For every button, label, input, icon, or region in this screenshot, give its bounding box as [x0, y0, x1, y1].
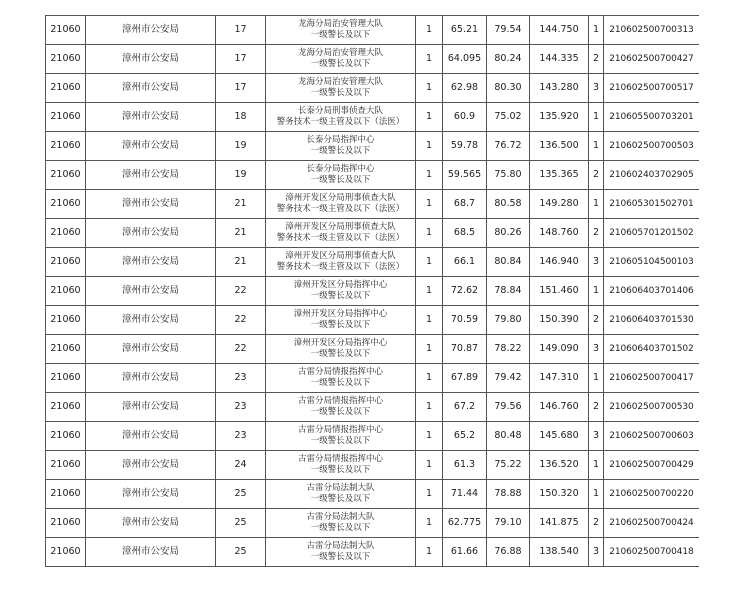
ticket-number-cell: 210606403701406 — [604, 277, 700, 306]
position-dept-text: 漳州开发区分局刑事侦查大队 — [285, 221, 396, 232]
written-score-cell: 64.095 — [443, 45, 487, 74]
position-rank-text: 一级警长及以下 — [310, 407, 371, 417]
unit-code-cell: 21060 — [46, 16, 86, 45]
employer-cell: 漳州市公安局 — [86, 219, 216, 248]
employer-cell: 漳州市公安局 — [86, 335, 216, 364]
employer-cell: 漳州市公安局 — [86, 190, 216, 219]
ticket-number-cell: 210602500700517 — [604, 74, 700, 103]
total-score-cell: 135.365 — [530, 161, 589, 190]
total-score-cell: 151.460 — [530, 277, 589, 306]
written-score-cell: 66.1 — [443, 248, 487, 277]
plan-count-cell: 1 — [416, 422, 443, 451]
ticket-number-cell: 210605301502701 — [604, 190, 700, 219]
rank-cell: 3 — [589, 538, 604, 567]
unit-code-cell: 21060 — [46, 219, 86, 248]
position-seq-cell: 25 — [216, 538, 266, 567]
written-score-cell: 62.775 — [443, 509, 487, 538]
employer-cell: 漳州市公安局 — [86, 538, 216, 567]
interview-score-cell: 75.02 — [487, 103, 530, 132]
plan-count-cell: 1 — [416, 509, 443, 538]
position-seq-cell: 23 — [216, 364, 266, 393]
interview-score-cell: 80.26 — [487, 219, 530, 248]
position-dept-text: 长泰分局刑事侦查大队 — [297, 105, 383, 116]
table-row — [46, 16, 700, 45]
employer-cell: 漳州市公安局 — [86, 277, 216, 306]
plan-count-cell: 1 — [416, 161, 443, 190]
position-rank-text: 一级警长及以下 — [310, 59, 371, 69]
position-seq-cell: 19 — [216, 161, 266, 190]
unit-code-cell: 21060 — [46, 451, 86, 480]
rank-cell: 3 — [589, 74, 604, 103]
table-row — [46, 364, 700, 393]
table-row — [46, 132, 700, 161]
plan-count-cell: 1 — [416, 132, 443, 161]
position-seq-cell: 17 — [216, 16, 266, 45]
rank-cell: 1 — [589, 132, 604, 161]
position-cell — [266, 538, 416, 567]
unit-code-cell: 21060 — [46, 364, 86, 393]
interview-score-cell: 79.54 — [487, 16, 530, 45]
position-cell — [266, 480, 416, 509]
written-score-cell: 59.565 — [443, 161, 487, 190]
rank-cell: 3 — [589, 422, 604, 451]
total-score-cell: 150.320 — [530, 480, 589, 509]
written-score-cell: 68.7 — [443, 190, 487, 219]
interview-score-cell: 76.88 — [487, 538, 530, 567]
written-score-cell: 71.44 — [443, 480, 487, 509]
interview-score-cell: 80.24 — [487, 45, 530, 74]
unit-code-cell: 21060 — [46, 161, 86, 190]
ticket-number-cell: 210602500700530 — [604, 393, 700, 422]
employer-cell: 漳州市公安局 — [86, 364, 216, 393]
employer-cell: 漳州市公安局 — [86, 45, 216, 74]
unit-code-cell: 21060 — [46, 306, 86, 335]
position-seq-cell: 22 — [216, 335, 266, 364]
rank-cell: 1 — [589, 451, 604, 480]
position-dept-text: 龙海分局治安管理大队 — [297, 76, 383, 87]
position-seq-cell: 25 — [216, 509, 266, 538]
ticket-number-cell: 210606403701530 — [604, 306, 700, 335]
position-rank-text: 一级警长及以下 — [310, 291, 371, 301]
table-row — [46, 509, 700, 538]
table-row — [46, 248, 700, 277]
total-score-cell: 147.310 — [530, 364, 589, 393]
rank-cell: 3 — [589, 248, 604, 277]
plan-count-cell: 1 — [416, 74, 443, 103]
total-score-cell: 149.090 — [530, 335, 589, 364]
plan-count-cell: 1 — [416, 190, 443, 219]
total-score-cell: 150.390 — [530, 306, 589, 335]
position-cell — [266, 335, 416, 364]
position-cell — [266, 74, 416, 103]
employer-cell: 漳州市公安局 — [86, 161, 216, 190]
position-cell — [266, 509, 416, 538]
rank-cell: 2 — [589, 509, 604, 538]
plan-count-cell: 1 — [416, 219, 443, 248]
position-seq-cell: 21 — [216, 219, 266, 248]
position-cell — [266, 306, 416, 335]
position-rank-text: 一级警长及以下 — [310, 465, 371, 475]
interview-score-cell: 78.22 — [487, 335, 530, 364]
employer-cell: 漳州市公安局 — [86, 248, 216, 277]
position-dept-text: 古雷分局情报指挥中心 — [297, 366, 383, 377]
rank-cell: 2 — [589, 219, 604, 248]
interview-score-cell: 78.88 — [487, 480, 530, 509]
unit-code-cell: 21060 — [46, 277, 86, 306]
unit-code-cell: 21060 — [46, 509, 86, 538]
plan-count-cell: 1 — [416, 306, 443, 335]
interview-score-cell: 80.30 — [487, 74, 530, 103]
rank-cell: 1 — [589, 103, 604, 132]
plan-count-cell: 1 — [416, 103, 443, 132]
position-seq-cell: 23 — [216, 422, 266, 451]
rank-cell: 1 — [589, 16, 604, 45]
total-score-cell: 143.280 — [530, 74, 589, 103]
position-dept-text: 古雷分局情报指挥中心 — [297, 453, 383, 464]
rank-cell: 2 — [589, 393, 604, 422]
table-row — [46, 538, 700, 567]
position-cell — [266, 132, 416, 161]
unit-code-cell: 21060 — [46, 480, 86, 509]
employer-cell: 漳州市公安局 — [86, 103, 216, 132]
position-dept-text: 龙海分局治安管理大队 — [297, 47, 383, 58]
position-cell — [266, 161, 416, 190]
total-score-cell: 149.280 — [530, 190, 589, 219]
total-score-cell: 144.335 — [530, 45, 589, 74]
table-row — [46, 219, 700, 248]
unit-code-cell: 21060 — [46, 248, 86, 277]
interview-score-cell: 79.10 — [487, 509, 530, 538]
interview-score-cell: 78.84 — [487, 277, 530, 306]
ticket-number-cell: 210605104500103 — [604, 248, 700, 277]
table-row — [46, 306, 700, 335]
table-row — [46, 393, 700, 422]
ticket-number-cell: 210602500700603 — [604, 422, 700, 451]
employer-cell: 漳州市公安局 — [86, 74, 216, 103]
interview-score-cell: 75.80 — [487, 161, 530, 190]
position-rank-text: 一级警长及以下 — [310, 523, 371, 533]
position-seq-cell: 18 — [216, 103, 266, 132]
written-score-cell: 60.9 — [443, 103, 487, 132]
position-seq-cell: 21 — [216, 190, 266, 219]
position-dept-text: 古雷分局法制大队 — [306, 511, 375, 522]
total-score-cell: 138.540 — [530, 538, 589, 567]
position-seq-cell: 25 — [216, 480, 266, 509]
unit-code-cell: 21060 — [46, 422, 86, 451]
position-cell — [266, 248, 416, 277]
results-table — [45, 15, 699, 567]
plan-count-cell: 1 — [416, 364, 443, 393]
written-score-cell: 67.89 — [443, 364, 487, 393]
written-score-cell: 68.5 — [443, 219, 487, 248]
total-score-cell: 146.760 — [530, 393, 589, 422]
interview-score-cell: 75.22 — [487, 451, 530, 480]
employer-cell: 漳州市公安局 — [86, 422, 216, 451]
position-rank-text: 警务技术一级主管及以下（法医） — [276, 233, 405, 243]
interview-score-cell: 79.56 — [487, 393, 530, 422]
table-row — [46, 335, 700, 364]
position-seq-cell: 21 — [216, 248, 266, 277]
position-seq-cell: 22 — [216, 306, 266, 335]
position-cell — [266, 422, 416, 451]
table-row — [46, 161, 700, 190]
position-cell — [266, 393, 416, 422]
rank-cell: 2 — [589, 306, 604, 335]
written-score-cell: 61.3 — [443, 451, 487, 480]
plan-count-cell: 1 — [416, 335, 443, 364]
ticket-number-cell: 210602500700424 — [604, 509, 700, 538]
employer-cell: 漳州市公安局 — [86, 480, 216, 509]
written-score-cell: 65.21 — [443, 16, 487, 45]
total-score-cell: 144.750 — [530, 16, 589, 45]
table-row — [46, 103, 700, 132]
unit-code-cell: 21060 — [46, 103, 86, 132]
position-seq-cell: 24 — [216, 451, 266, 480]
total-score-cell: 146.940 — [530, 248, 589, 277]
position-rank-text: 警务技术一级主管及以下（法医） — [276, 117, 405, 127]
plan-count-cell: 1 — [416, 16, 443, 45]
ticket-number-cell: 210605701201502 — [604, 219, 700, 248]
position-dept-text: 古雷分局法制大队 — [306, 482, 375, 493]
total-score-cell: 136.520 — [530, 451, 589, 480]
unit-code-cell: 21060 — [46, 45, 86, 74]
position-rank-text: 一级警长及以下 — [310, 175, 371, 185]
ticket-number-cell: 210602500700427 — [604, 45, 700, 74]
position-rank-text: 一级警长及以下 — [310, 494, 371, 504]
employer-cell: 漳州市公安局 — [86, 451, 216, 480]
rank-cell: 2 — [589, 45, 604, 74]
plan-count-cell: 1 — [416, 538, 443, 567]
position-rank-text: 一级警长及以下 — [310, 552, 371, 562]
position-rank-text: 一级警长及以下 — [310, 88, 371, 98]
plan-count-cell: 1 — [416, 451, 443, 480]
unit-code-cell: 21060 — [46, 393, 86, 422]
interview-score-cell: 79.80 — [487, 306, 530, 335]
written-score-cell: 59.78 — [443, 132, 487, 161]
unit-code-cell: 21060 — [46, 74, 86, 103]
position-cell — [266, 219, 416, 248]
interview-score-cell: 80.48 — [487, 422, 530, 451]
written-score-cell: 62.98 — [443, 74, 487, 103]
ticket-number-cell: 210602500700503 — [604, 132, 700, 161]
rank-cell: 1 — [589, 364, 604, 393]
total-score-cell: 135.920 — [530, 103, 589, 132]
employer-cell: 漳州市公安局 — [86, 306, 216, 335]
total-score-cell: 141.875 — [530, 509, 589, 538]
position-rank-text: 警务技术一级主管及以下（法医） — [276, 262, 405, 272]
ticket-number-cell: 210602500700418 — [604, 538, 700, 567]
total-score-cell: 136.500 — [530, 132, 589, 161]
position-dept-text: 漳州开发区分局指挥中心 — [293, 337, 388, 348]
table-row — [46, 277, 700, 306]
position-rank-text: 一级警长及以下 — [310, 378, 371, 388]
rank-cell: 2 — [589, 161, 604, 190]
table-row — [46, 45, 700, 74]
table-row — [46, 74, 700, 103]
position-seq-cell: 17 — [216, 45, 266, 74]
total-score-cell: 145.680 — [530, 422, 589, 451]
ticket-number-cell: 210602500700220 — [604, 480, 700, 509]
written-score-cell: 70.59 — [443, 306, 487, 335]
interview-score-cell: 80.58 — [487, 190, 530, 219]
employer-cell: 漳州市公安局 — [86, 16, 216, 45]
position-cell — [266, 364, 416, 393]
position-seq-cell: 23 — [216, 393, 266, 422]
position-rank-text: 一级警长及以下 — [310, 30, 371, 40]
position-dept-text: 漳州开发区分局指挥中心 — [293, 279, 388, 290]
written-score-cell: 65.2 — [443, 422, 487, 451]
ticket-number-cell: 210602500700417 — [604, 364, 700, 393]
interview-score-cell: 80.84 — [487, 248, 530, 277]
ticket-number-cell: 210602403702905 — [604, 161, 700, 190]
results-sheet — [45, 15, 699, 601]
unit-code-cell: 21060 — [46, 132, 86, 161]
plan-count-cell: 1 — [416, 480, 443, 509]
position-rank-text: 一级警长及以下 — [310, 436, 371, 446]
position-dept-text: 长泰分局指挥中心 — [306, 163, 375, 174]
rank-cell: 3 — [589, 335, 604, 364]
ticket-number-cell: 210605500703201 — [604, 103, 700, 132]
table-row — [46, 190, 700, 219]
employer-cell: 漳州市公安局 — [86, 393, 216, 422]
written-score-cell: 61.66 — [443, 538, 487, 567]
total-score-cell: 148.760 — [530, 219, 589, 248]
rank-cell: 1 — [589, 480, 604, 509]
position-dept-text: 漳州开发区分局指挥中心 — [293, 308, 388, 319]
plan-count-cell: 1 — [416, 248, 443, 277]
position-dept-text: 长泰分局指挥中心 — [306, 134, 375, 145]
position-rank-text: 一级警长及以下 — [310, 349, 371, 359]
position-dept-text: 漳州开发区分局刑事侦查大队 — [285, 192, 396, 203]
unit-code-cell: 21060 — [46, 335, 86, 364]
position-seq-cell: 19 — [216, 132, 266, 161]
position-cell — [266, 277, 416, 306]
rank-cell: 1 — [589, 277, 604, 306]
position-rank-text: 一级警长及以下 — [310, 320, 371, 330]
table-body — [46, 16, 700, 567]
interview-score-cell: 76.72 — [487, 132, 530, 161]
ticket-number-cell: 210602500700429 — [604, 451, 700, 480]
table-row — [46, 451, 700, 480]
position-dept-text: 古雷分局情报指挥中心 — [297, 395, 383, 406]
rank-cell: 1 — [589, 190, 604, 219]
interview-score-cell: 79.42 — [487, 364, 530, 393]
ticket-number-cell: 210602500700313 — [604, 16, 700, 45]
unit-code-cell: 21060 — [46, 538, 86, 567]
position-cell — [266, 45, 416, 74]
position-cell — [266, 16, 416, 45]
plan-count-cell: 1 — [416, 45, 443, 74]
table-row — [46, 422, 700, 451]
plan-count-cell: 1 — [416, 393, 443, 422]
position-dept-text: 古雷分局情报指挥中心 — [297, 424, 383, 435]
table-row — [46, 480, 700, 509]
unit-code-cell: 21060 — [46, 190, 86, 219]
position-seq-cell: 17 — [216, 74, 266, 103]
position-dept-text: 龙海分局治安管理大队 — [297, 18, 383, 29]
plan-count-cell: 1 — [416, 277, 443, 306]
position-rank-text: 一级警长及以下 — [310, 146, 371, 156]
written-score-cell: 67.2 — [443, 393, 487, 422]
written-score-cell: 72.62 — [443, 277, 487, 306]
employer-cell: 漳州市公安局 — [86, 509, 216, 538]
position-rank-text: 警务技术一级主管及以下（法医） — [276, 204, 405, 214]
written-score-cell: 70.87 — [443, 335, 487, 364]
position-cell — [266, 103, 416, 132]
position-seq-cell: 22 — [216, 277, 266, 306]
position-dept-text: 古雷分局法制大队 — [306, 540, 375, 551]
position-cell — [266, 190, 416, 219]
employer-cell: 漳州市公安局 — [86, 132, 216, 161]
ticket-number-cell: 210606403701502 — [604, 335, 700, 364]
position-cell — [266, 451, 416, 480]
position-dept-text: 漳州开发区分局刑事侦查大队 — [285, 250, 396, 261]
